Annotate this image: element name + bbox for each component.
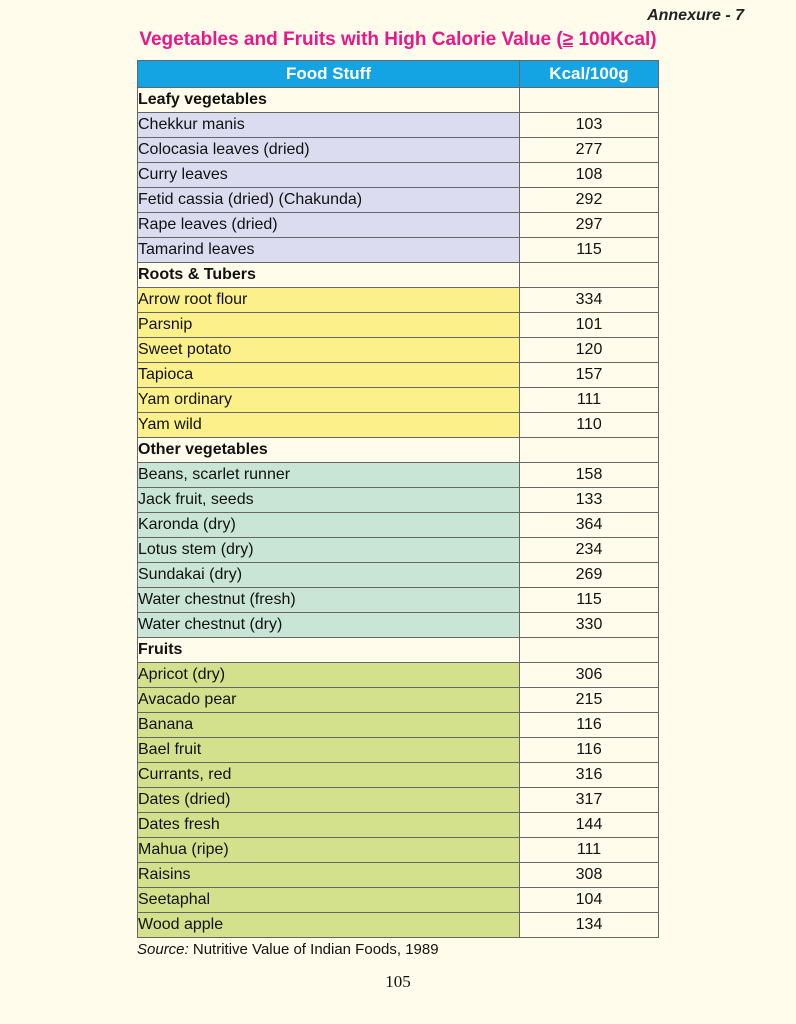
kcal-value-cell: 116 bbox=[520, 713, 659, 738]
kcal-value-cell: 330 bbox=[520, 613, 659, 638]
food-name-cell: Dates fresh bbox=[138, 813, 520, 838]
table-row bbox=[138, 213, 659, 238]
table-row bbox=[138, 888, 659, 913]
food-name-cell: Yam ordinary bbox=[138, 388, 520, 413]
food-name-cell: Fetid cassia (dried) (Chakunda) bbox=[138, 188, 520, 213]
kcal-value-cell: 308 bbox=[520, 863, 659, 888]
food-name-cell: Avacado pear bbox=[138, 688, 520, 713]
table-row bbox=[138, 138, 659, 163]
table-row bbox=[138, 738, 659, 763]
table-row bbox=[138, 388, 659, 413]
food-name-cell: Jack fruit, seeds bbox=[138, 488, 520, 513]
table-row bbox=[138, 513, 659, 538]
kcal-value-cell: 104 bbox=[520, 888, 659, 913]
table-header-row bbox=[138, 61, 659, 88]
food-name-cell: Currants, red bbox=[138, 763, 520, 788]
page-title: Vegetables and Fruits with High Calorie Value (≥ 100Kcal) bbox=[139, 29, 657, 50]
kcal-value-cell: 316 bbox=[520, 763, 659, 788]
table-row bbox=[138, 288, 659, 313]
food-name-cell: Sweet potato bbox=[138, 338, 520, 363]
table-body bbox=[138, 88, 659, 938]
kcal-value-cell: 111 bbox=[520, 838, 659, 863]
kcal-value-cell: 297 bbox=[520, 213, 659, 238]
table-row bbox=[138, 313, 659, 338]
food-name-cell: Banana bbox=[138, 713, 520, 738]
category-row bbox=[138, 438, 659, 463]
kcal-value-cell: 110 bbox=[520, 413, 659, 438]
food-name-cell: Wood apple bbox=[138, 913, 520, 938]
kcal-value-cell: 158 bbox=[520, 463, 659, 488]
kcal-value-cell: 144 bbox=[520, 813, 659, 838]
kcal-value-cell: 108 bbox=[520, 163, 659, 188]
annexure-label: Annexure - 7 bbox=[647, 7, 744, 24]
table-row bbox=[138, 413, 659, 438]
kcal-value-cell: 292 bbox=[520, 188, 659, 213]
table-row bbox=[138, 188, 659, 213]
kcal-value-cell: 317 bbox=[520, 788, 659, 813]
category-label: Roots & Tubers bbox=[138, 263, 520, 288]
category-label: Fruits bbox=[138, 638, 520, 663]
kcal-value-cell: 277 bbox=[520, 138, 659, 163]
category-row bbox=[138, 638, 659, 663]
food-name-cell: Raisins bbox=[138, 863, 520, 888]
category-label: Other vegetables bbox=[138, 438, 520, 463]
food-name-cell: Rape leaves (dried) bbox=[138, 213, 520, 238]
kcal-value-cell: 116 bbox=[520, 738, 659, 763]
food-name-cell: Dates (dried) bbox=[138, 788, 520, 813]
food-name-cell: Yam wild bbox=[138, 413, 520, 438]
table-row bbox=[138, 763, 659, 788]
kcal-value-cell: 103 bbox=[520, 113, 659, 138]
food-name-cell: Sundakai (dry) bbox=[138, 563, 520, 588]
kcal-value-cell: 269 bbox=[520, 563, 659, 588]
kcal-value-cell: 364 bbox=[520, 513, 659, 538]
table-row bbox=[138, 488, 659, 513]
source-note: Source: Nutritive Value of Indian Foods, 1989 bbox=[137, 941, 439, 958]
food-name-cell: Colocasia leaves (dried) bbox=[138, 138, 520, 163]
food-name-cell: Beans, scarlet runner bbox=[138, 463, 520, 488]
kcal-value-cell: 215 bbox=[520, 688, 659, 713]
kcal-value-cell: 133 bbox=[520, 488, 659, 513]
table-row bbox=[138, 663, 659, 688]
category-row bbox=[138, 88, 659, 113]
table-row bbox=[138, 163, 659, 188]
table-row bbox=[138, 238, 659, 263]
kcal-value-cell: 334 bbox=[520, 288, 659, 313]
calorie-table bbox=[137, 60, 659, 938]
table-row bbox=[138, 788, 659, 813]
kcal-value-cell: 115 bbox=[520, 588, 659, 613]
food-name-cell: Parsnip bbox=[138, 313, 520, 338]
food-name-cell: Tapioca bbox=[138, 363, 520, 388]
food-name-cell: Seetaphal bbox=[138, 888, 520, 913]
table-row bbox=[138, 563, 659, 588]
kcal-value-cell: 120 bbox=[520, 338, 659, 363]
food-name-cell: Bael fruit bbox=[138, 738, 520, 763]
category-blank-cell bbox=[520, 263, 659, 288]
table-row bbox=[138, 688, 659, 713]
category-label: Leafy vegetables bbox=[138, 88, 520, 113]
category-blank-cell bbox=[520, 438, 659, 463]
table-row bbox=[138, 813, 659, 838]
category-blank-cell bbox=[520, 638, 659, 663]
food-name-cell: Karonda (dry) bbox=[138, 513, 520, 538]
table-row bbox=[138, 113, 659, 138]
kcal-value-cell: 101 bbox=[520, 313, 659, 338]
kcal-value-cell: 134 bbox=[520, 913, 659, 938]
food-name-cell: Curry leaves bbox=[138, 163, 520, 188]
table-row bbox=[138, 863, 659, 888]
kcal-value-cell: 115 bbox=[520, 238, 659, 263]
food-name-cell: Chekkur manis bbox=[138, 113, 520, 138]
table-row bbox=[138, 463, 659, 488]
table-row bbox=[138, 338, 659, 363]
table-row bbox=[138, 538, 659, 563]
column-header-food-stuff: Food Stuff bbox=[138, 61, 520, 88]
category-blank-cell bbox=[520, 88, 659, 113]
category-row bbox=[138, 263, 659, 288]
food-name-cell: Lotus stem (dry) bbox=[138, 538, 520, 563]
table-row bbox=[138, 913, 659, 938]
kcal-value-cell: 111 bbox=[520, 388, 659, 413]
table-row bbox=[138, 838, 659, 863]
food-name-cell: Water chestnut (fresh) bbox=[138, 588, 520, 613]
kcal-value-cell: 306 bbox=[520, 663, 659, 688]
food-name-cell: Mahua (ripe) bbox=[138, 838, 520, 863]
kcal-value-cell: 157 bbox=[520, 363, 659, 388]
table-row bbox=[138, 613, 659, 638]
table-row bbox=[138, 588, 659, 613]
table-row bbox=[138, 713, 659, 738]
column-header-kcal: Kcal/100g bbox=[520, 61, 659, 88]
page-number: 105 bbox=[385, 972, 411, 991]
food-name-cell: Apricot (dry) bbox=[138, 663, 520, 688]
table-row bbox=[138, 363, 659, 388]
kcal-value-cell: 234 bbox=[520, 538, 659, 563]
food-name-cell: Water chestnut (dry) bbox=[138, 613, 520, 638]
food-name-cell: Tamarind leaves bbox=[138, 238, 520, 263]
food-name-cell: Arrow root flour bbox=[138, 288, 520, 313]
